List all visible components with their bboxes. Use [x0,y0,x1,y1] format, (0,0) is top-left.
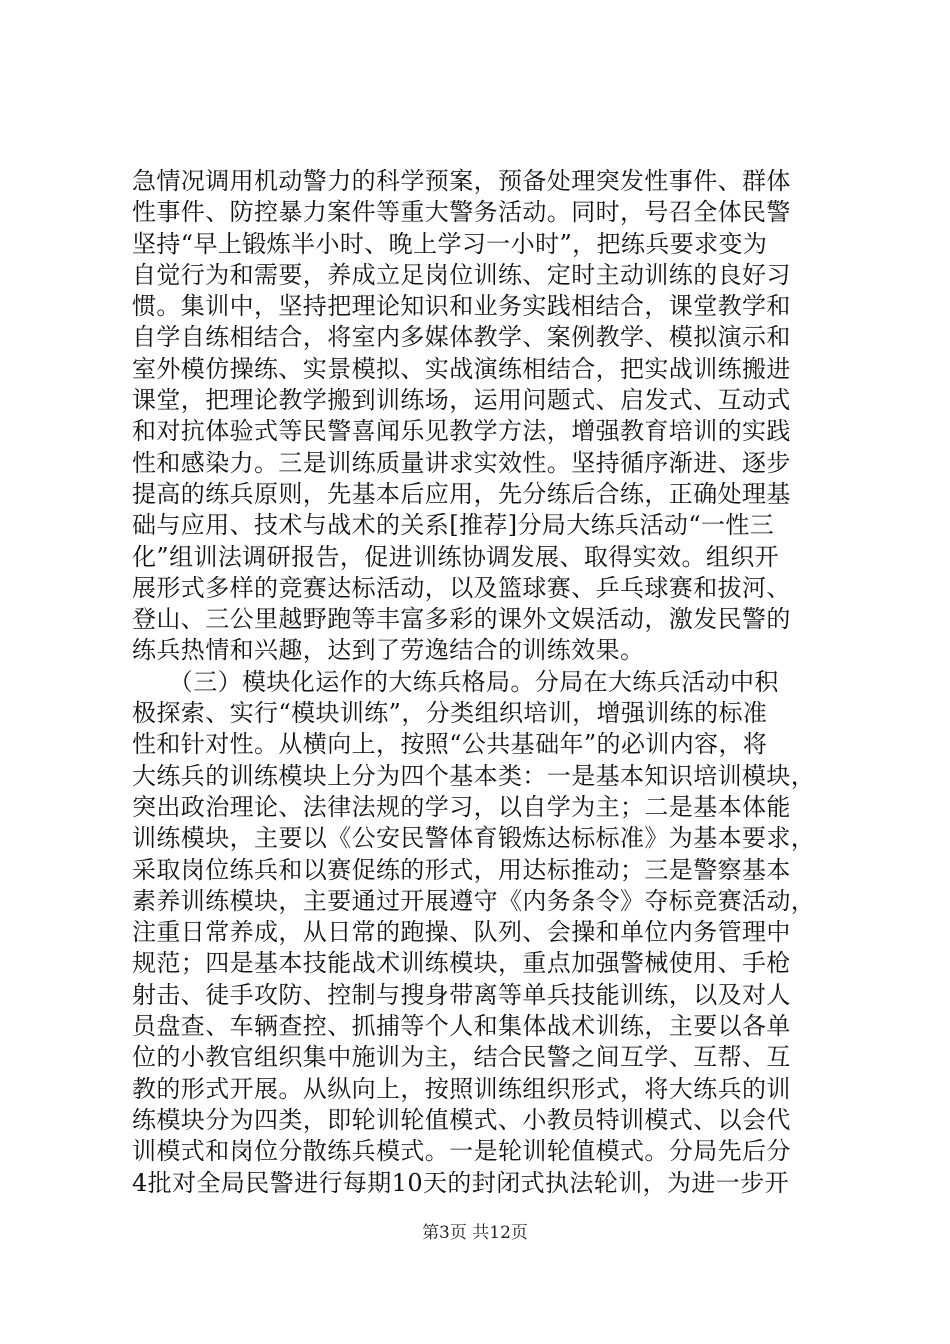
text-line: 性和感染力。三是训练质量讲求实效性。坚持循序渐进、逐步 [132,448,791,477]
text-line: 射击、徒手攻防、控制与搜身带离等单兵技能训练，以及对人 [132,980,791,1009]
text-line: 4批对全局民警进行每期10天的封闭式执法轮训，为进一步开 [132,1168,790,1197]
text-line: 极探索、实行“模块训练”，分类组织培训，增强训练的标准 [132,699,768,728]
text-line: 练兵热情和兴趣，达到了劳逸结合的训练效果。 [132,636,645,665]
text-line: 课堂，把理论教学搬到训练场，运用问题式、启发式、互动式 [132,386,791,415]
text-line: 登山、三公里越野跑等丰富多彩的课外文娱活动，激发民警的 [132,605,791,634]
text-line: 础与应用、技术与战术的关系[推荐]分局大练兵活动“一性三 [132,511,775,540]
text-line: 位的小教官组织集中施训为主，结合民警之间互学、互帮、互 [132,1043,791,1072]
text-line: 自学自练相结合，将室内多媒体教学、案例教学、模拟演示和 [132,323,791,352]
text-line: 性事件、防控暴力案件等重大警务活动。同时，号召全体民警 [132,198,791,227]
text-line: 突出政治理论、法律法规的学习，以自学为主；二是基本体能 [132,792,791,821]
text-line: 练模块分为四类，即轮训轮值模式、小教员特训模式、以会代 [132,1105,791,1134]
text-line: 和对抗体验式等民警喜闻乐见教学方法，增强教育培训的实践 [132,417,791,446]
text-line: 采取岗位练兵和以赛促练的形式，用达标推动；三是警察基本 [132,855,791,884]
text-line: 展形式多样的竞赛达标活动，以及篮球赛、乒乓球赛和拔河、 [132,573,791,602]
text-line: 急情况调用机动警力的科学预案，预备处理突发性事件、群体 [132,167,791,195]
text-line: 提高的练兵原则，先基本后应用，先分练后合练，正确处理基 [132,479,791,508]
text-line: 规范；四是基本技能战术训练模块，重点加强警械使用、手枪 [132,949,791,978]
document-body [132,166,832,1199]
text-line: 训练模块，主要以《公安民警体育锻炼达标标准》为基本要求， [132,824,816,853]
text-line: 训模式和岗位分散练兵模式。一是轮训轮值模式。分局先后分 [132,1137,791,1166]
text-line: 惯。集训中，坚持把理论知识和业务实践相结合，课堂教学和 [132,292,791,321]
text-line: 化”组训法调研报告，促进训练协调发展、取得实效。组织开 [132,542,780,571]
page-number-footer: 第3页 共12页 [422,1223,528,1243]
text-line: 自觉行为和需要，养成立足岗位训练、定时主动训练的良好习 [132,260,791,289]
text-line: 坚持“早上锻炼半小时、晚上学习一小时”，把练兵要求变为 [132,229,768,258]
text-line: 注重日常养成，从日常的跑操、队列、会操和单位内务管理中 [132,918,791,947]
text-line: 教的形式开展。从纵向上，按照训练组织形式，将大练兵的训 [132,1074,791,1103]
text-line: （三）模块化运作的大练兵格局。分局在大练兵活动中积 [132,667,779,696]
text-line: 大练兵的训练模块上分为四个基本类：一是基本知识培训模块， [132,761,816,790]
text-line: 素养训练模块，主要通过开展遵守《内务条令》夺标竞赛活动， [132,886,816,915]
text-line: 室外模仿操练、实景模拟、实战演练相结合，把实战训练搬进 [132,354,791,383]
text-line: 员盘查、车辆查控、抓捕等个人和集体战术训练，主要以各单 [132,1012,791,1041]
text-line: 性和针对性。从横向上，按照“公共基础年”的必训内容，将 [132,730,768,759]
